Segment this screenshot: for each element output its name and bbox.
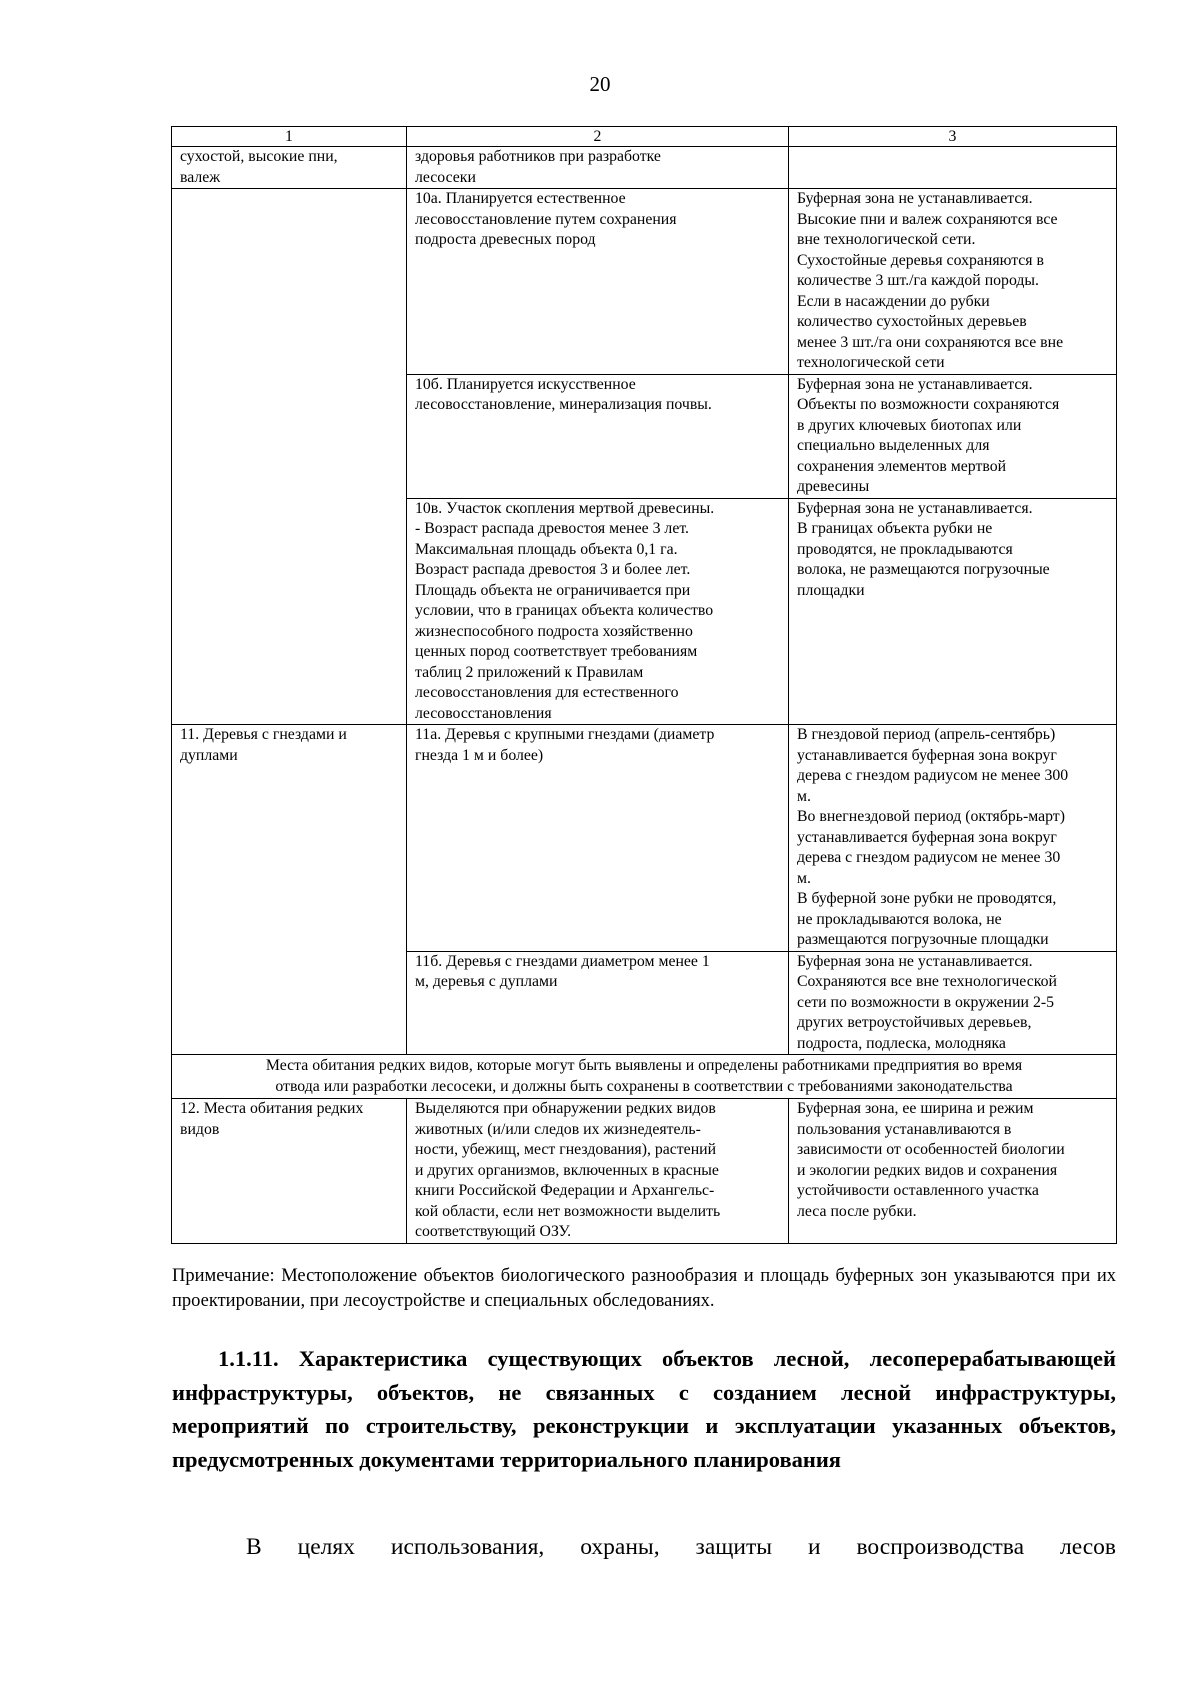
table-cell-object: сухостой, высокие пни, валеж [172, 147, 407, 189]
table-cell-object: 11. Деревья с гнездами и дуплами [172, 725, 407, 1055]
table-cell-subtype: 10в. Участок скопления мертвой древесины. - Возраст распада древостоя менее 3 лет. Максимальная площадь объекта 0,1 га. Возраст распада древостоя 3 и более лет. Площадь объекта не ограничивается при условии, что в границах объекта количество жизнеспособного подроста хозяйственно ценных пород соответствует требованиям таблиц 2 приложений к Правилам лесовосстановления для естественного лесовосстановления [407, 498, 789, 725]
table-cell-measures: В гнездовой период (апрель-сентябрь) устанавливается буферная зона вокруг дерева с гнездом радиусом не менее 300 м. Во внегнездовой период (октябрь-март) устанавливается буферная зона вокруг дерева с гнездом радиусом не менее 30 м. В буферной зоне рубки не проводятся, не прокладываются волока, не размещаются погрузочные площадки [789, 725, 1117, 952]
column-header-3: 3 [789, 127, 1117, 147]
section-title: Характеристика существующих объектов лесной, лесоперерабатывающей инфраструктуры, объектов, не связанных с созданием лесной инфраструктуры, мероприятий по строительству, реконструкции и эксплуатации указанных объектов, предусмотренных документами территориального планирования [172, 1346, 1116, 1472]
table-cell-measures: Буферная зона не устанавливается. Высокие пни и валеж сохраняются все вне технологической сети. Сухостойные деревья сохраняются в количестве 3 шт./га каждой породы. Если в насаждении до рубки количество сухостойных деревьев менее 3 шт./га они сохраняются все вне технологической сети [789, 189, 1117, 375]
section-number: 1.1.11. [218, 1346, 279, 1371]
table-cell-measures [789, 147, 1117, 189]
table-cell-subtype: 10а. Планируется естественное лесовосстановление путем сохранения подроста древесных пород [407, 189, 789, 375]
table-section-cell: Места обитания редких видов, которые могут быть выявлены и определены работниками предприятия во время отвода или разработки лесосеки, и должны быть сохранены в соответствии с требованиями законодательства [172, 1055, 1117, 1099]
table-cell-subtype: 11б. Деревья с гнездами диаметром менее 1 м, деревья с дуплами [407, 951, 789, 1055]
table-header-row [172, 127, 1117, 147]
column-header-1: 1 [172, 127, 407, 147]
biodiversity-table [171, 126, 1117, 1244]
table-section-row [172, 1055, 1117, 1099]
column-header-2: 2 [407, 127, 789, 147]
table-cell-subtype: здоровья работников при разработке лесосеки [407, 147, 789, 189]
table-note: Примечание: Местоположение объектов биологического разнообразия и площадь буферных зон указываются при их проектировании, при лесоустройстве и специальных обследованиях. [172, 1266, 1116, 1311]
table-cell-subtype: 11а. Деревья с крупными гнездами (диаметр гнезда 1 м и более) [407, 725, 789, 952]
table-cell-subtype: 10б. Планируется искусственное лесовосстановление, минерализация почвы. [407, 374, 789, 498]
table-cell-subtype: Выделяются при обнаружении редких видов животных (и/или следов их жизнедеятель- ности, убежищ, мест гнездования), растений и других организмов, включенных в красные книги Российской Федерации и Архангельс- кой области, если нет возможности выделить соответствующий ОЗУ. [407, 1099, 789, 1244]
table-cell-measures: Буферная зона, ее ширина и режим пользования устанавливаются в зависимости от особенностей биологии и экологии редких видов и сохранения устойчивости оставленного участка леса после рубки. [789, 1099, 1117, 1244]
table-cell-object [172, 189, 407, 725]
table-cell-measures: Буферная зона не устанавливается. В границах объекта рубки не проводятся, не прокладываются волока, не размещаются погрузочные площадки [789, 498, 1117, 725]
body-paragraph: В целях использования, охраны, защиты и воспроизводства лесов [246, 1534, 1116, 1560]
table-row [172, 189, 1117, 375]
table-row [172, 1099, 1117, 1244]
page-number: 20 [589, 72, 611, 96]
table-row [172, 725, 1117, 952]
table-cell-object: 12. Места обитания редких видов [172, 1099, 407, 1244]
table-cell-measures: Буферная зона не устанавливается. Объекты по возможности сохраняются в других ключевых биотопах или специально выделенных для сохранения элементов мертвой древесины [789, 374, 1117, 498]
table-cell-measures: Буферная зона не устанавливается. Сохраняются все вне технологической сети по возможности в окружении 2-5 других ветроустойчивых деревьев, подроста, подлеска, молодняка [789, 951, 1117, 1055]
table-row [172, 147, 1117, 189]
section-heading [172, 1342, 1116, 1476]
